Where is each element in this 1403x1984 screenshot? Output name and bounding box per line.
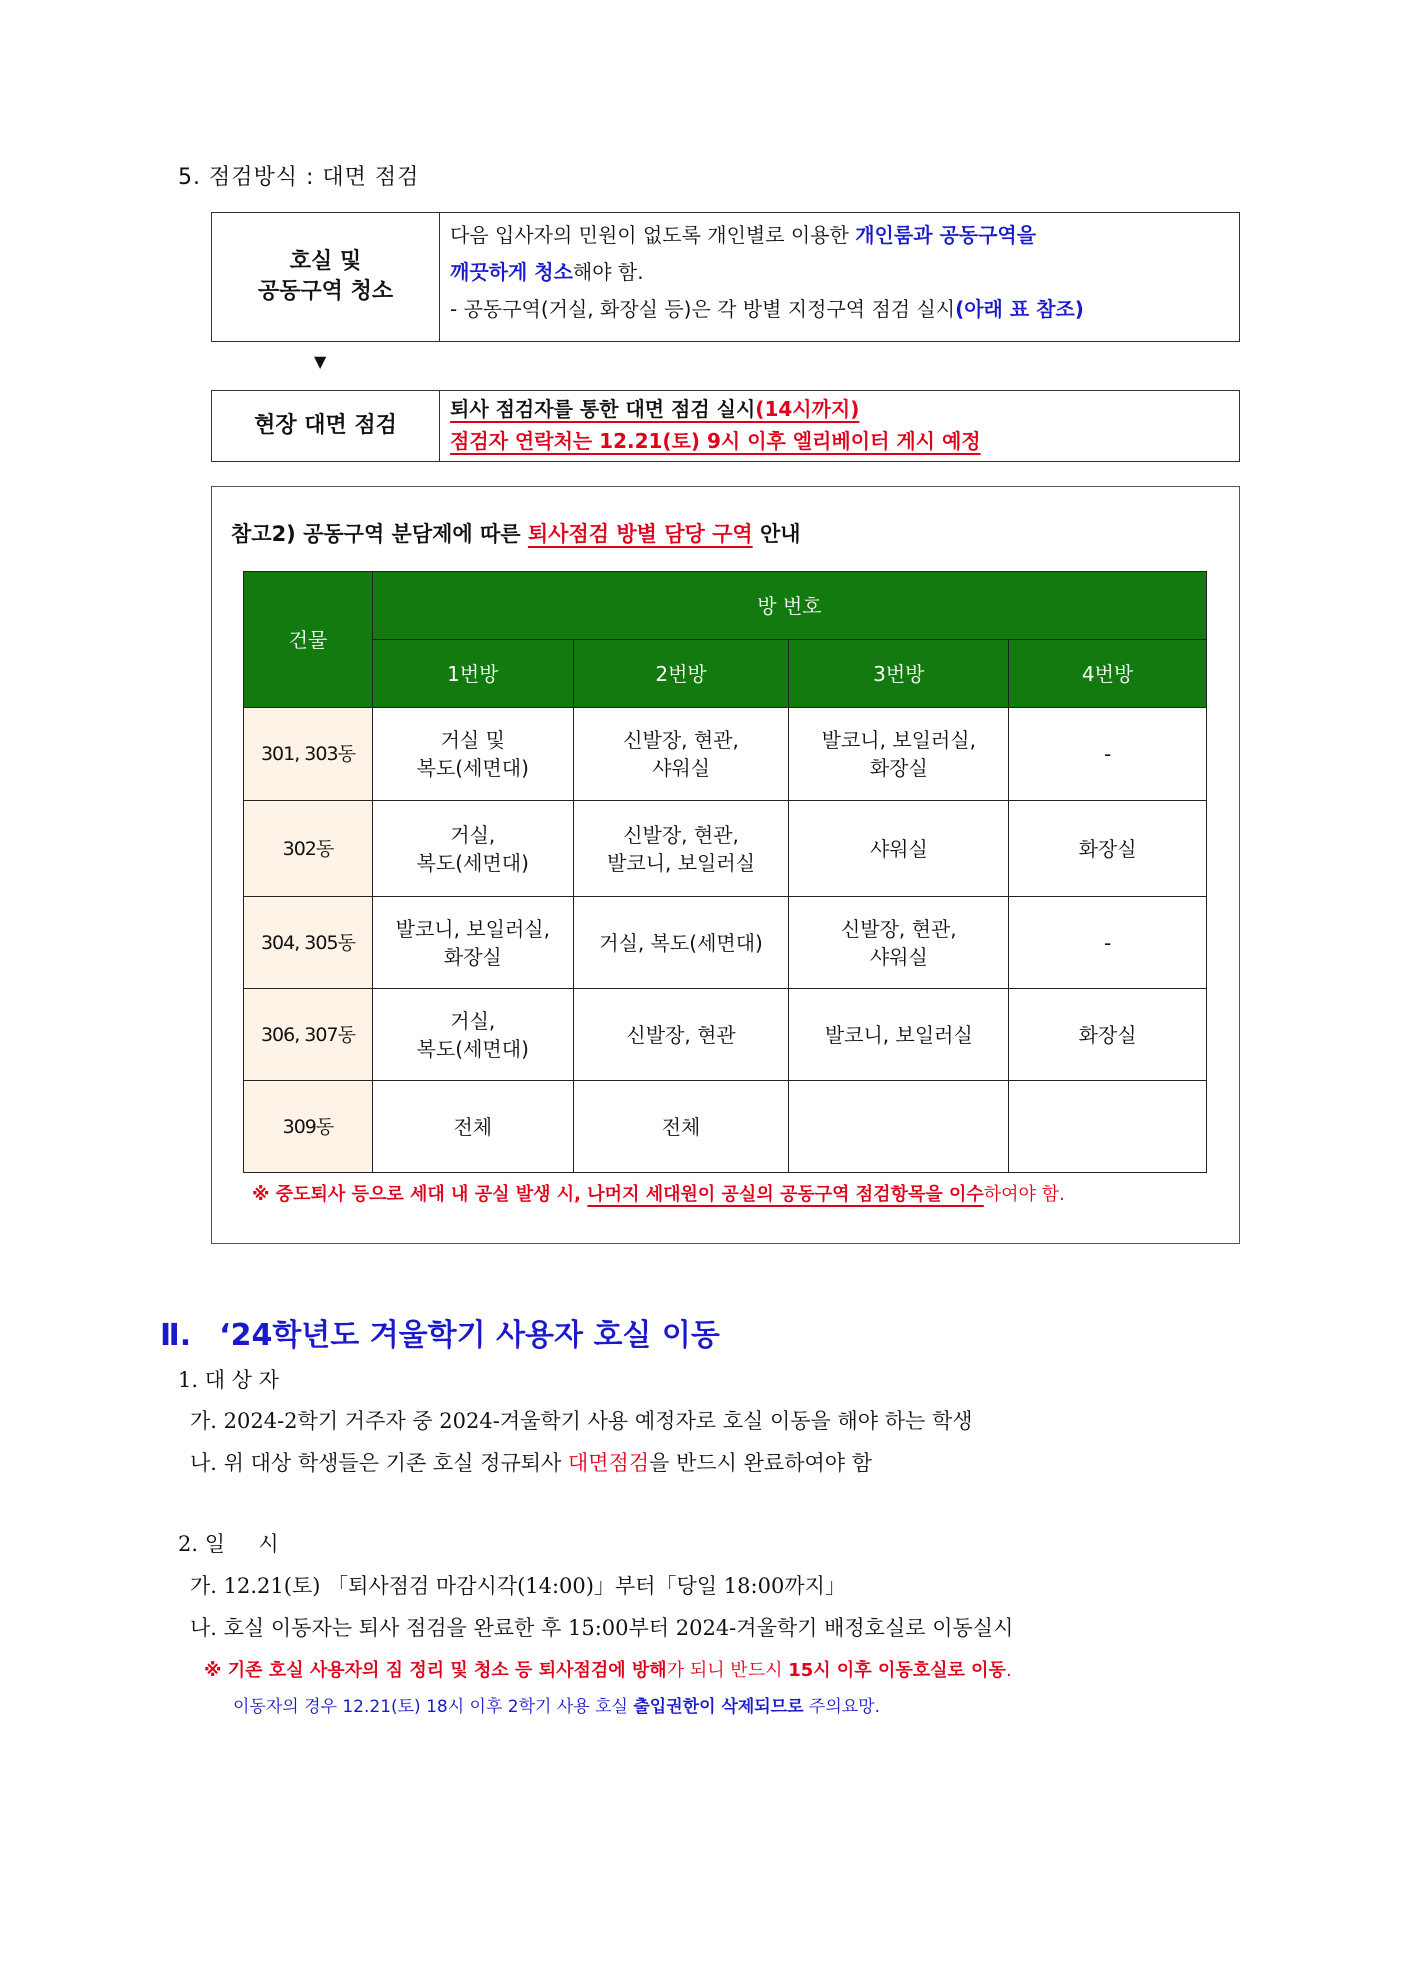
step2-label: 현장 대면 점검 [212, 391, 440, 461]
step2-box [211, 390, 1240, 462]
room2-cell: 신발장, 현관, 발코니, 보일러실 [573, 801, 789, 897]
room4-cell: 화장실 [1009, 989, 1207, 1081]
target-item-na [190, 1447, 872, 1477]
move-note-2-a: 이동자의 경우 12.21(토) 18시 이후 2학기 사용 호실 [233, 1697, 634, 1717]
room3-cell: 샤워실 [789, 801, 1009, 897]
table-row [244, 708, 1207, 801]
step1-line3 [450, 291, 1084, 328]
step1-content [440, 213, 1094, 341]
move-note-2-b: 출입권한이 삭제되므로 [633, 1697, 804, 1717]
step1-line3-text: - 공동구역(거실, 화장실 등)은 각 방별 지정구역 점검 실시 [450, 297, 956, 321]
step1-line1-emphasis: 개인룸과 공동구역을 [855, 223, 1037, 247]
vacancy-note-a: ※ 중도퇴사 등으로 세대 내 공실 발생 시, [252, 1184, 588, 1205]
room1-cell: 거실, 복도(세면대) [372, 989, 573, 1081]
cleaning-area-table [243, 571, 1207, 1173]
building-cell: 309동 [244, 1081, 373, 1173]
reference-title-a: 참고2) 공동구역 분담제에 따른 [231, 522, 528, 546]
table-row [244, 897, 1207, 989]
target-na-a: 나. 위 대상 학생들은 기존 호실 정규퇴사 [190, 1451, 568, 1475]
table-row [244, 801, 1207, 897]
target-item-ga: 가. 2024-2학기 거주자 중 2024-겨울학기 사용 예정자로 호실 이동을 해야 하는 학생 [190, 1409, 973, 1433]
step1-label [212, 213, 440, 341]
move-note-1-b: 가 되니 반드시 [666, 1660, 789, 1681]
building-cell: 301, 303동 [244, 708, 373, 801]
room1-cell: 거실 및 복도(세면대) [372, 708, 573, 801]
reference-title-b: 퇴사점검 방별 담당 구역 [527, 522, 753, 546]
room1-cell: 거실, 복도(세면대) [372, 801, 573, 897]
building-cell: 306, 307동 [244, 989, 373, 1081]
room4-cell: - [1009, 897, 1207, 989]
reference-title [231, 518, 801, 548]
section-5-title: 5. 점검방식 : 대면 점검 [178, 165, 420, 190]
room1-cell: 전체 [372, 1081, 573, 1173]
step2-line1-time: (14시까지) [755, 397, 860, 421]
vacancy-note [252, 1180, 1065, 1206]
room2-cell: 거실, 복도(세면대) [573, 897, 789, 989]
move-note-1 [204, 1656, 1012, 1682]
target-heading: 1. 대 상 자 [178, 1368, 279, 1392]
move-note-1-c: 15시 이후 이동호실로 이동 [788, 1660, 1006, 1681]
move-note-1-d: . [1005, 1660, 1012, 1681]
date-heading: 2. 일 시 [178, 1532, 279, 1556]
step2-line2 [450, 425, 981, 457]
step1-line2-emphasis: 깨끗하게 청소 [450, 260, 573, 284]
step2-line2-text: 점검자 연락처는 12.21(토) 9시 이후 엘리베이터 게시 예정 [450, 429, 981, 453]
room3-cell: 발코니, 보일러실 [789, 989, 1009, 1081]
room4-cell: - [1009, 708, 1207, 801]
header-room-4: 4번방 [1009, 640, 1207, 708]
room4-cell [1009, 1081, 1207, 1173]
move-note-2-c: 주의요망. [803, 1697, 881, 1717]
step1-label-line2: 공동구역 청소 [257, 279, 394, 304]
target-na-b: 대면점검 [567, 1451, 650, 1475]
section-2-heading [160, 1310, 720, 1354]
step1-line3-emphasis: (아래 표 참조) [955, 297, 1084, 321]
room1-cell: 발코니, 보일러실, 화장실 [372, 897, 573, 989]
room2-cell: 신발장, 현관, 샤워실 [573, 708, 789, 801]
step2-line1 [450, 393, 981, 425]
room4-cell: 화장실 [1009, 801, 1207, 897]
target-na-c: 을 반드시 완료하여야 함 [649, 1451, 873, 1475]
room2-cell: 신발장, 현관 [573, 989, 789, 1081]
step2-line1-text: 퇴사 점검자를 통한 대면 점검 실시 [450, 397, 756, 421]
room2-cell: 전체 [573, 1081, 789, 1173]
move-note-1-a: ※ 기존 호실 사용자의 짐 정리 및 청소 등 퇴사점검에 방해 [204, 1660, 667, 1681]
header-room-number: 방 번호 [372, 572, 1206, 640]
table-row [244, 1081, 1207, 1173]
move-note-2 [233, 1692, 880, 1717]
step1-line1-text: 다음 입사자의 민원이 없도록 개인별로 이용한 [450, 223, 856, 247]
step1-line2 [450, 254, 1084, 291]
date-item-ga: 가. 12.21(토) 「퇴사점검 마감시각(14:00)」부터「당일 18:00까지」 [190, 1574, 846, 1598]
step1-line2-text: 해야 함. [572, 260, 644, 284]
table-row [244, 989, 1207, 1081]
room3-cell [789, 1081, 1009, 1173]
building-cell: 304, 305동 [244, 897, 373, 989]
room3-cell: 발코니, 보일러실, 화장실 [789, 708, 1009, 801]
step2-content [440, 391, 991, 461]
vacancy-note-b: 나머지 세대원이 공실의 공동구역 점검항목을 이수 [587, 1184, 984, 1205]
header-room-3: 3번방 [789, 640, 1009, 708]
section-2-roman: Ⅱ. [160, 1318, 192, 1353]
step1-line1 [450, 217, 1084, 254]
step1-label-line1: 호실 및 [289, 249, 362, 275]
reference-title-c: 안내 [752, 522, 801, 546]
building-cell: 302동 [244, 801, 373, 897]
header-room-1: 1번방 [372, 640, 573, 708]
section-2-title: ‘24학년도 겨울학기 사용자 호실 이동 [219, 1318, 720, 1353]
header-building: 건물 [244, 572, 373, 708]
room3-cell: 신발장, 현관, 샤워실 [789, 897, 1009, 989]
vacancy-note-c: 하여야 함. [983, 1184, 1065, 1205]
down-arrow-icon: ▼ [314, 352, 327, 371]
step1-box [211, 212, 1240, 342]
date-item-na: 나. 호실 이동자는 퇴사 점검을 완료한 후 15:00부터 2024-겨울학기 배정호실로 이동실시 [190, 1616, 1014, 1640]
header-room-2: 2번방 [573, 640, 789, 708]
